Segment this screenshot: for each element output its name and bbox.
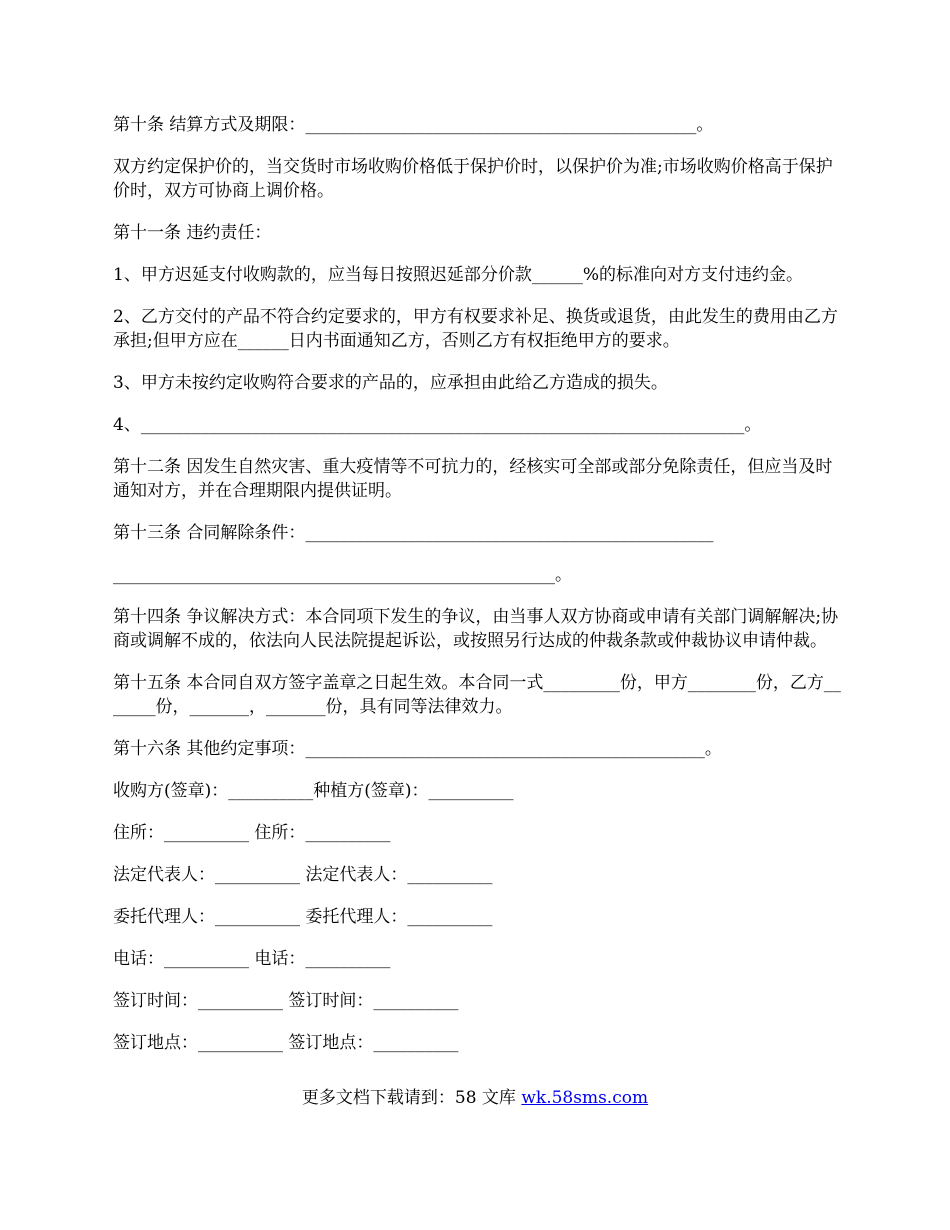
footer-text: 更多文档下载请到：58 文库 bbox=[301, 1088, 522, 1108]
clause-10-settlement: 第十条 结算方式及期限：______________________________________________。 bbox=[113, 115, 714, 135]
clause-11-item-3: 3、甲方未按约定收购符合要求的产品的，应承担由此给乙方造成的损失。 bbox=[113, 373, 668, 393]
clause-11-item-1: 1、甲方迟延支付收购款的，应当每日按照迟延部分价款______%的标准向对方支付违约金。 bbox=[113, 265, 803, 285]
clause-11-item-2: 2、乙方交付的产品不符合约定要求的，甲方有权要求补足、换货或退货，由此发生的费用由乙方承担;但甲方应在______日内书面通知乙方，否则乙方有权拒绝甲方的要求。 bbox=[113, 307, 838, 351]
document-body bbox=[113, 113, 847, 1073]
clause-11-heading: 第十一条 违约责任： bbox=[113, 223, 272, 243]
address-line: 住所：__________ 住所：__________ bbox=[113, 823, 391, 843]
clause-14-dispute: 第十四条 争议解决方式：本合同项下发生的争议，由当事人双方协商或申请有关部门调解解决;协商或调解不成的，依法向人民法院提起诉讼，或按照另行达成的仲裁条款或仲裁协议申请仲裁。 bbox=[113, 607, 839, 651]
signing-time-line: 签订时间：__________ 签订时间：__________ bbox=[113, 991, 459, 1011]
clause-12-force-majeure: 第十二条 因发生自然灾害、重大疫情等不可抗力的，经核实可全部或部分免除责任，但应当及时通知对方，并在合理期限内提供证明。 bbox=[113, 457, 833, 501]
protection-price-paragraph: 双方约定保护价的，当交货时市场收购价格低于保护价时，以保护价为准;市场收购价格高于保护价时，双方可协商上调价格。 bbox=[113, 157, 833, 201]
clause-13-termination: 第十三条 合同解除条件：________________________________________________ bbox=[113, 523, 714, 543]
clause-15-effect: 第十五条 本合同自双方签字盖章之日起生效。本合同一式_________份，甲方________份，乙方_______份，_______，_______份，具有同等法律效力。 bbox=[113, 673, 841, 717]
clause-16-other: 第十六条 其他约定事项：_______________________________________________。 bbox=[113, 739, 722, 759]
phone-line: 电话：__________ 电话：__________ bbox=[113, 949, 391, 969]
footer bbox=[0, 1086, 950, 1110]
clause-11-item-4: 4、_______________________________________________________________________。 bbox=[113, 415, 762, 435]
signing-place-line: 签订地点：__________ 签订地点：__________ bbox=[113, 1033, 459, 1053]
agent-line: 委托代理人：__________ 委托代理人：__________ bbox=[113, 907, 493, 927]
legal-representative-line: 法定代表人：__________ 法定代表人：__________ bbox=[113, 865, 493, 885]
footer-link[interactable]: wk.58sms.com bbox=[521, 1088, 649, 1108]
signature-line: 收购方(签章)：__________种植方(签章)：__________ bbox=[113, 781, 514, 801]
clause-13-blank-line: ____________________________________________________。 bbox=[113, 565, 572, 585]
